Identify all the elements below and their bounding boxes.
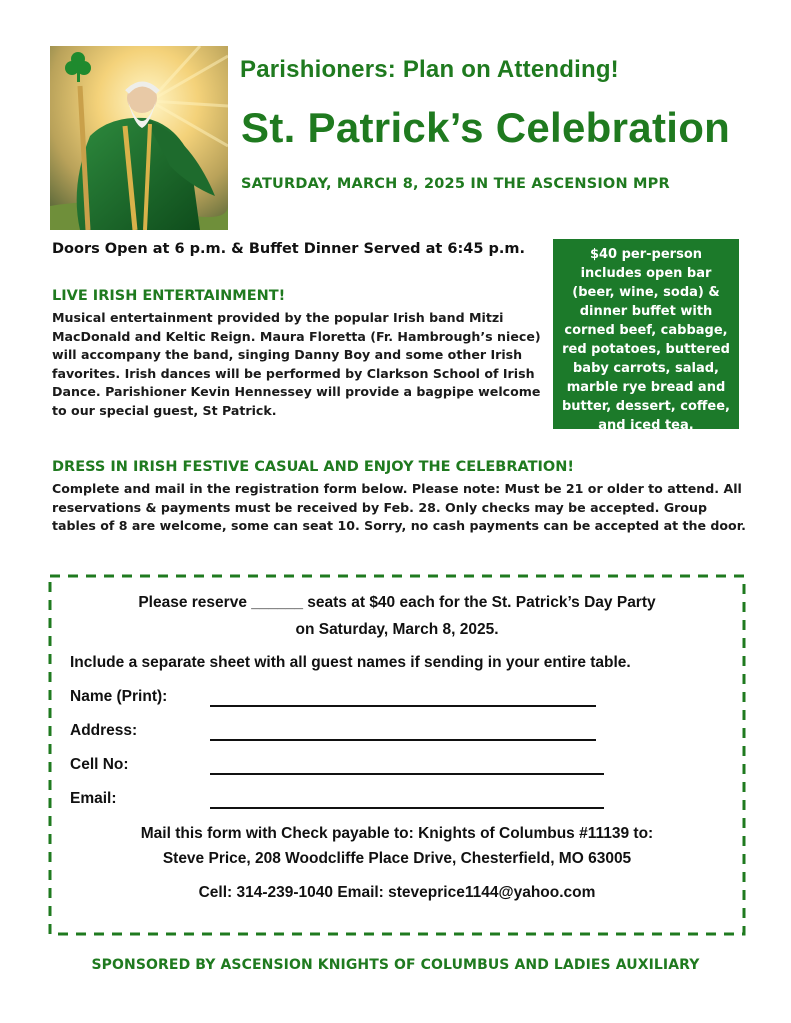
registration-notes: Complete and mail in the registration form below. Please note: Must be 21 or older to attend. All reservations & payments must be received by Feb. 28. Only checks may be accepted. Group tables of 8 are welcome, some can seat 10. Sorry, no cash payments can be accepted at the door. <box>52 481 746 534</box>
subtitle: Parishioners: Plan on Attending! <box>240 56 619 83</box>
mail-instructions: Mail this form with Check payable to: Knights of Columbus #11139 to: <box>140 825 654 842</box>
entertainment-heading: LIVE IRISH ENTERTAINMENT! <box>52 288 286 304</box>
price-info-box: $40 per-person includes open bar (beer, wine, soda) & dinner buffet with corned beef, cabbage, red potatoes, buttered baby carrots, salad, marble rye bread and butter, dessert, coffee, and iced tea. <box>553 239 739 429</box>
reserve-seats-line: Please reserve ______ seats at $40 each for the St. Patrick’s Day Party <box>138 594 656 611</box>
st-patrick-illustration <box>50 46 228 230</box>
guest-note: Include a separate sheet with all guest names if sending in your entire table. <box>70 654 631 671</box>
contact-info: Cell: 314-239-1040 Email: steveprice1144@yahoo.com <box>198 884 596 901</box>
email-label: Email: <box>70 790 117 807</box>
dress-heading: DRESS IN IRISH FESTIVE CASUAL AND ENJOY THE CELEBRATION! <box>52 459 574 475</box>
name-field[interactable] <box>210 705 596 707</box>
name-label: Name (Print): <box>70 688 168 705</box>
address-label: Address: <box>70 722 138 739</box>
doors-open-time: Doors Open at 6 p.m. & Buffet Dinner Served at 6:45 p.m. <box>52 241 525 257</box>
address-field[interactable] <box>210 739 596 741</box>
registration-form <box>48 574 746 936</box>
cell-field[interactable] <box>210 773 604 775</box>
cell-label: Cell No: <box>70 756 129 773</box>
sponsor-line: SPONSORED BY ASCENSION KNIGHTS OF COLUMBUS AND LADIES AUXILIARY <box>91 957 700 973</box>
email-field[interactable] <box>210 807 604 809</box>
reserve-date-line: on Saturday, March 8, 2025. <box>295 621 499 638</box>
page-title: St. Patrick’s Celebration <box>241 104 731 151</box>
event-date: SATURDAY, MARCH 8, 2025 IN THE ASCENSION MPR <box>241 176 670 192</box>
mail-address: Steve Price, 208 Woodcliffe Place Drive, Chesterfield, MO 63005 <box>162 850 632 867</box>
entertainment-description: Musical entertainment provided by the popular Irish band Mitzi MacDonald and Keltic Reign. Maura Floretta (Fr. Hambrough’s niece) will accompany the band, singing Danny Boy and some other Irish favorites. Irish dances will be performed by Clarkson School of Irish Dance. Parishioner Kevin Hennessey will provide a bagpipe welcome to our special guest, St Patrick. <box>52 310 541 418</box>
